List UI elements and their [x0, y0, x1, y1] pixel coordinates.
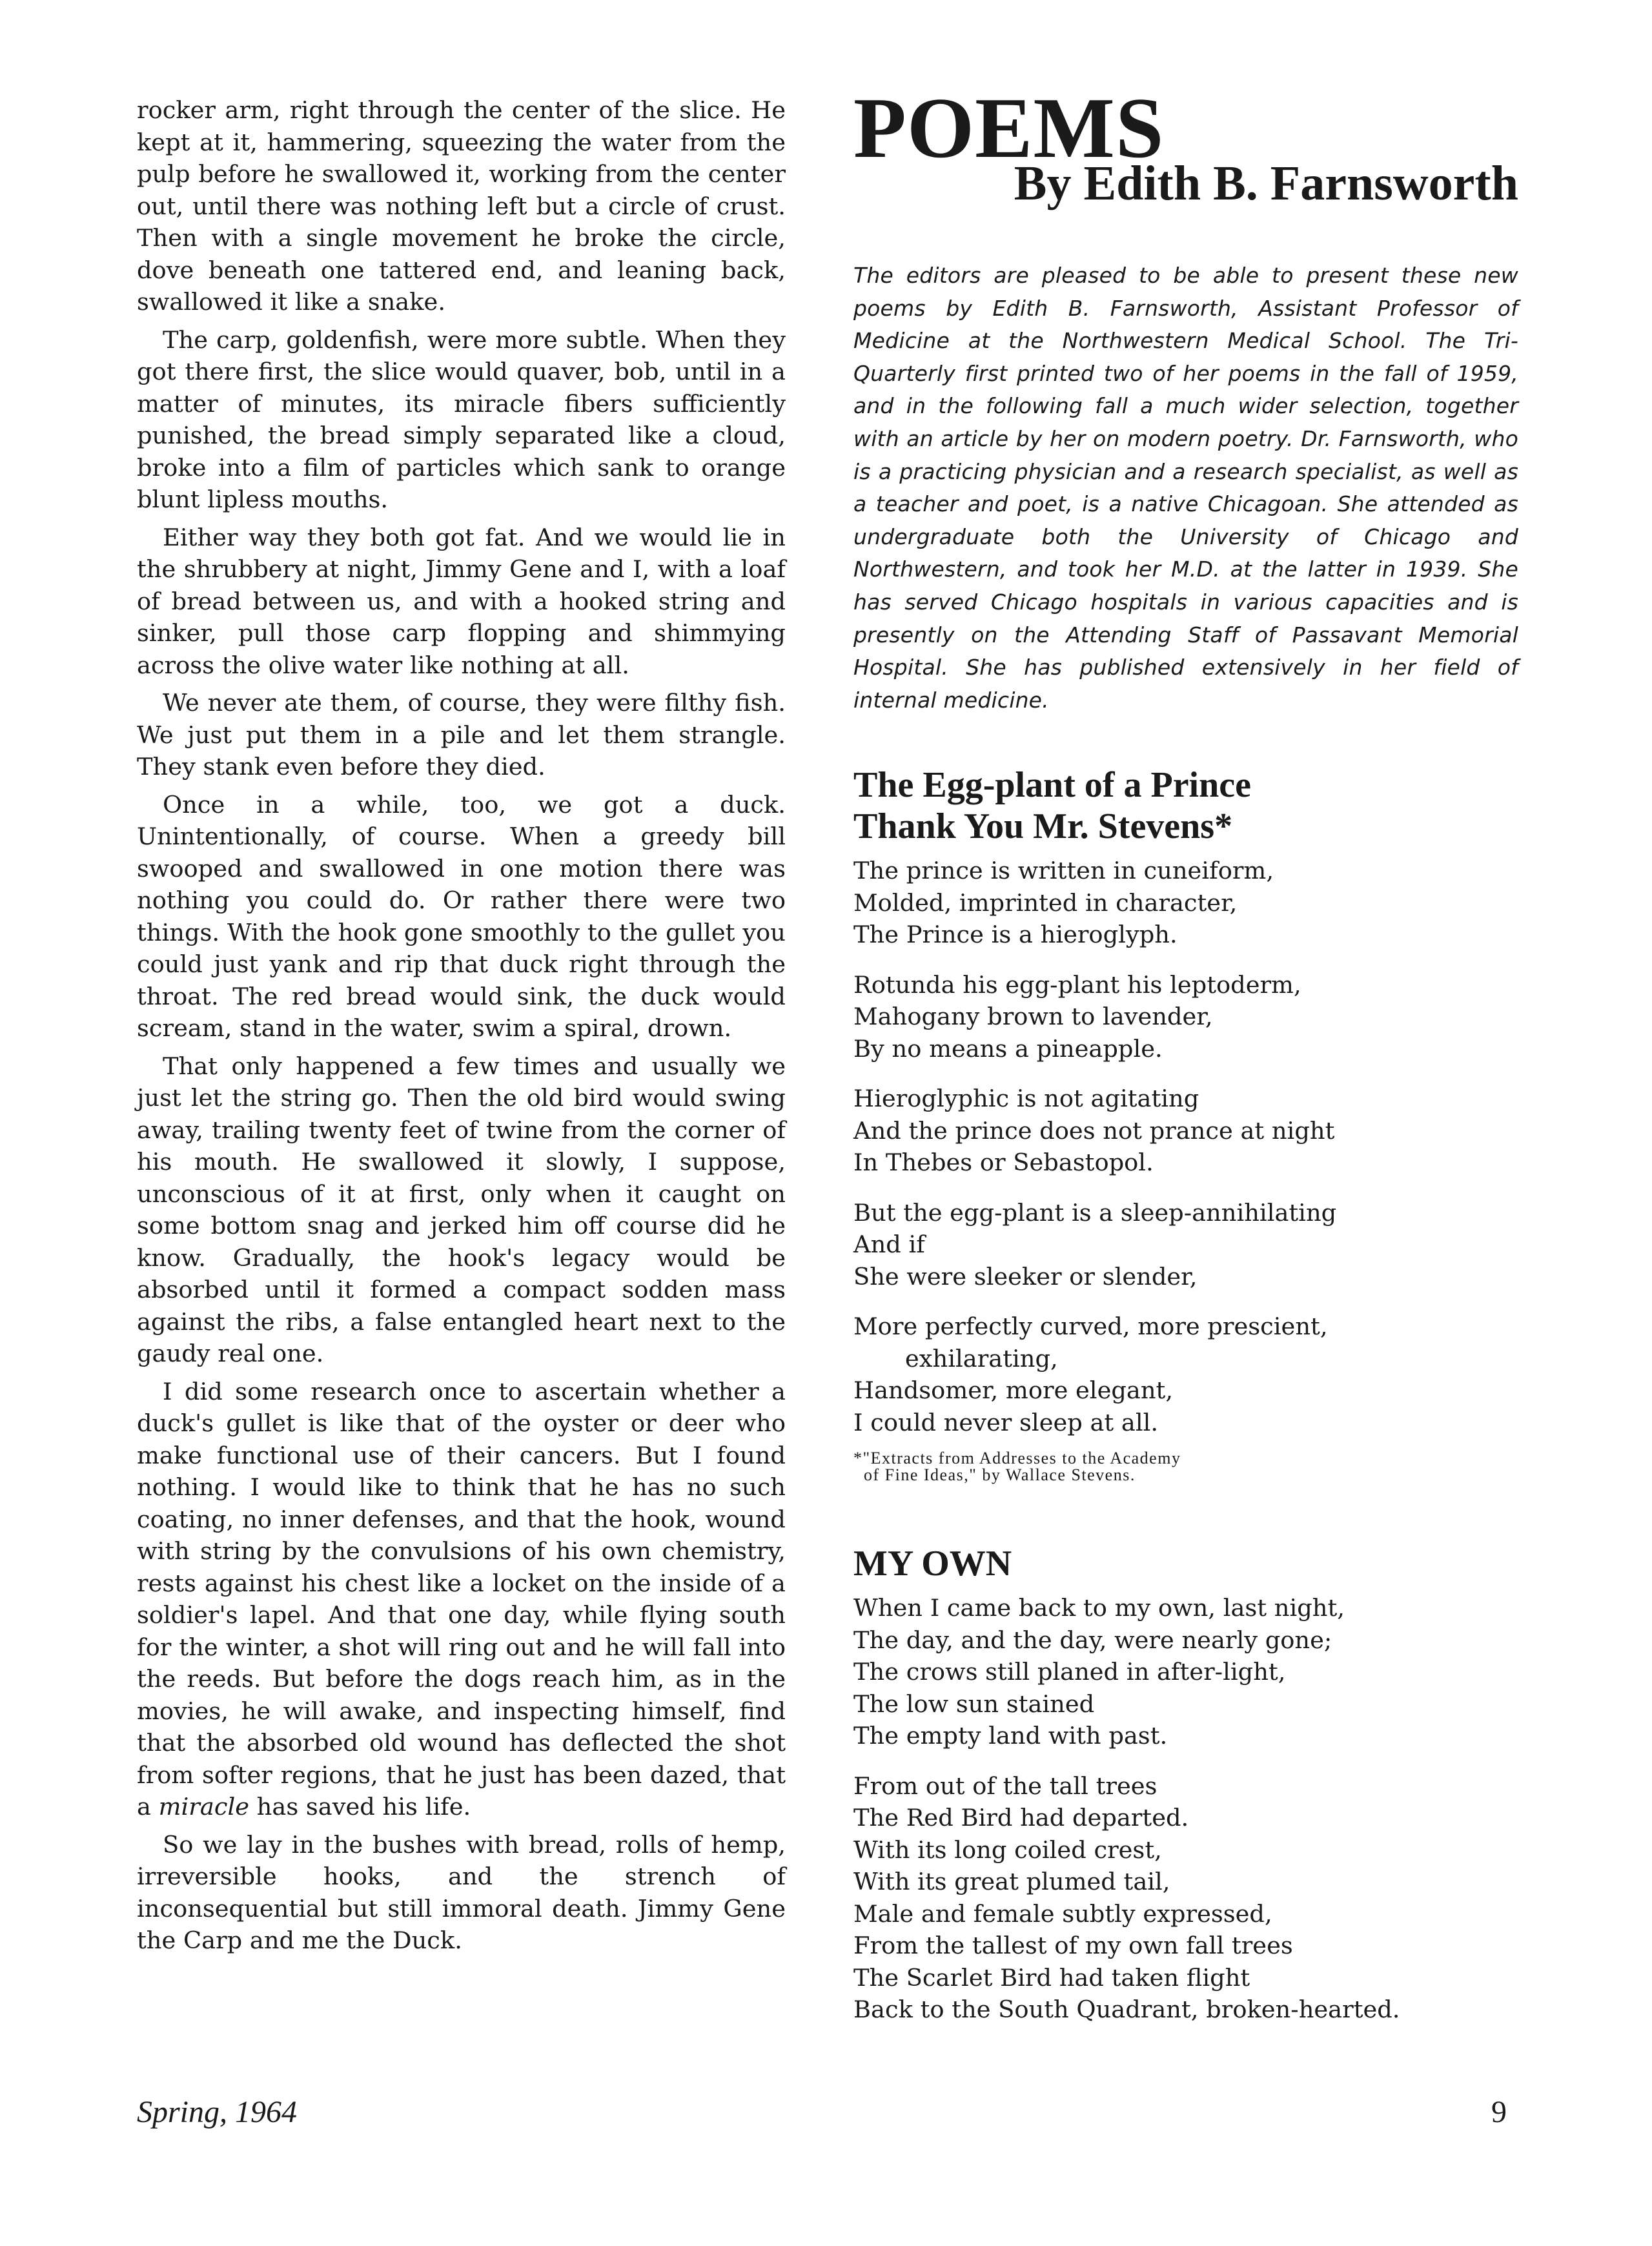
prose-paragraph: Either way they both got fat. And we would lie in the shrubbery at night, Jimmy Gene and I, with a loaf of bread between us, and with a hooked string and sinker, pull those carp flopping and shimmying across the olive water like nothing at all. [137, 523, 786, 679]
prose-paragraph: rocker arm, right through the center of the slice. He kept at it, hammering, squeezing the water from the pulp before he swallowed it, working from the center out, until there was nothing left but a circle of crust. Then with a single movement he broke the circle, dove beneath one tattered end, and leaning back, swallowed it like a snake. [137, 96, 786, 316]
poem-line: By no means a pineapple. [853, 1034, 1163, 1063]
poem-line: Mahogany brown to lavender, [853, 1003, 1213, 1031]
poem-title [853, 764, 1518, 847]
poem-line: The Red Bird had departed. [853, 1804, 1189, 1832]
stanza [853, 1083, 1518, 1179]
page-number: 9 [1491, 2095, 1507, 2129]
poem-line: The Prince is a hieroglyph. [853, 921, 1178, 949]
poem-body [853, 855, 1518, 1438]
poem-title: MY OWN [853, 1544, 1012, 1584]
research-text-before: I did some research once to ascertain whether a duck's gullet is like that of the oyster or deer who make functional use of their cancers. But I found nothing. I would like to think that he has no such coating, no inner defenses, and that the hook, wound with string by the convulsions of his own chemistry, rests against his chest like a locket on the inside of a soldier's lapel. And that one day, while flying south for the winter, a shot will ring out and he will fall into the reeds. But before the dogs reach him, as in the movies, he will awake, and inspecting himself, find that the absorbed old wound has deflected the shot from softer regions, that he just has been dazed, that a [137, 1377, 786, 1821]
research-text-after: has saved his life. [249, 1793, 471, 1821]
left-column-prose [137, 94, 786, 1963]
editors-intro: The editors are pleased to be able to present these new poems by Edith B. Farnsworth, Assistant Professor of Medicine at the Northwestern Medical School. The Tri-Quarterly first printed two of her poems in the fall of 1959, and in the following fall a much wider selection, together with an article by her on modern poetry. Dr. Farnsworth, who is a practicing physician and a research specialist, as well as a teacher and poet, is a native Chicagoan. She attended as undergraduate both the University of Chicago and Northwestern, and took her M.D. at the latter in 1939. She has served Chicago hospitals in various capacities and is presently on the Attending Staff of Passavant Memorial Hospital. She has published extensively in her field of internal medicine. [853, 263, 1518, 713]
footnote-line: of Fine Ideas," by Wallace Stevens. [864, 1465, 1136, 1485]
poem-line: Hieroglyphic is not agitating [853, 1085, 1199, 1113]
poem-line: She were sleeker or slender, [853, 1262, 1198, 1291]
stanza [853, 855, 1518, 951]
poem-line: I could never sleep at all. [853, 1408, 1159, 1436]
poem-line: From out of the tall trees [853, 1771, 1157, 1800]
poems-title: POEMS [853, 80, 1165, 176]
poem-line: Molded, imprinted in character, [853, 888, 1238, 917]
poem-line: exhilarating, [905, 1344, 1058, 1373]
prose-paragraph: That only happened a few times and usually we just let the string go. Then the old bird would swing away, trailing twenty feet of twine from the corner of his mouth. He swallowed it slowly, I suppose, unconscious of it at first, only when it caught on some bottom snag and jerked him off course did he know. Gradually, the hook's legacy would be absorbed until it formed a compact sodden mass against the ribs, a false entangled heart next to the gaudy real one. [137, 1052, 786, 1367]
research-emphasis: miracle [158, 1793, 249, 1821]
prose-paragraph: Once in a while, too, we got a duck. Unintentionally, of course. When a greedy bill swooped and swallowed in one motion there was nothing you could do. Or rather there were two things. With the hook gone smoothly to the gullet you could just yank and rip that duck right through the throat. The red bread would sink, the duck would scream, stand in the water, swim a spiral, drown. [137, 790, 786, 1042]
poem-line: With its long coiled crest, [853, 1835, 1162, 1864]
poem-line: More perfectly curved, more prescient, [853, 1312, 1328, 1341]
poem-line: When I came back to my own, last night, [853, 1594, 1345, 1622]
poem-line: Back to the South Quadrant, broken-hearted. [853, 1996, 1400, 2024]
prose-paragraph-research [137, 1376, 786, 1823]
poem-line: The prince is written in cuneiform, [853, 857, 1274, 885]
poem-line: The low sun stained [853, 1690, 1095, 1718]
issue-date: Spring, 1964 [137, 2095, 298, 2129]
prose-paragraph-final: So we lay in the bushes with bread, rolls of hemp, irreversible hooks, and the strench of inconsequential but still immoral death. Jimmy Gene the Carp and me the Duck. [137, 1830, 786, 1954]
poem-line: The crows still planed in after-light, [853, 1658, 1286, 1686]
prose-paragraph: The carp, goldenfish, were more subtle. When they got there first, the slice would quaver, bob, until in a matter of minutes, its miracle fibers sufficiently punished, the bread simply separated like a cloud, broke into a film of particles which sank to orange blunt lipless mouths. [137, 325, 786, 513]
prose-paragraph: We never ate them, of course, they were filthy fish. We just put them in a pile and let them strangle. They stank even before they died. [137, 689, 786, 781]
author-byline: By Edith B. Farnsworth [1014, 156, 1518, 210]
poem-line: The Scarlet Bird had taken flight [853, 1963, 1250, 1992]
poem-title-line: The Egg-plant of a Prince [853, 765, 1251, 806]
footnote-line: *"Extracts from Addresses to the Academy [853, 1449, 1181, 1468]
poem-egg-plant [853, 764, 1518, 1484]
poem-line: Handsomer, more elegant, [853, 1376, 1174, 1405]
poem-line: But the egg-plant is a sleep-annihilating [853, 1198, 1337, 1227]
poem-line: With its great plumed tail, [853, 1868, 1170, 1896]
right-column-poems [853, 80, 1518, 2044]
poem-line: Male and female subtly expressed, [853, 1899, 1272, 1928]
poem-title-line: Thank You Mr. Stevens* [853, 806, 1233, 847]
stanza [853, 969, 1518, 1065]
poem-line: From the tallest of my own fall trees [853, 1932, 1293, 1960]
stanza [853, 1592, 1518, 1752]
poem-line: Rotunda his egg-plant his leptoderm, [853, 970, 1301, 999]
stanza [853, 1770, 1518, 2026]
poem-line: The day, and the day, were nearly gone; [853, 1626, 1332, 1654]
poem-my-own [853, 1543, 1518, 2026]
poem-line: And the prince does not prance at night [853, 1116, 1335, 1145]
poem-line: In Thebes or Sebastopol. [853, 1149, 1154, 1177]
poem-line: The empty land with past. [853, 1722, 1168, 1750]
footnote [853, 1450, 1518, 1484]
stanza [853, 1197, 1518, 1293]
stanza [853, 1311, 1518, 1438]
poem-line: And if [853, 1230, 925, 1259]
poem-body [853, 1592, 1518, 2026]
